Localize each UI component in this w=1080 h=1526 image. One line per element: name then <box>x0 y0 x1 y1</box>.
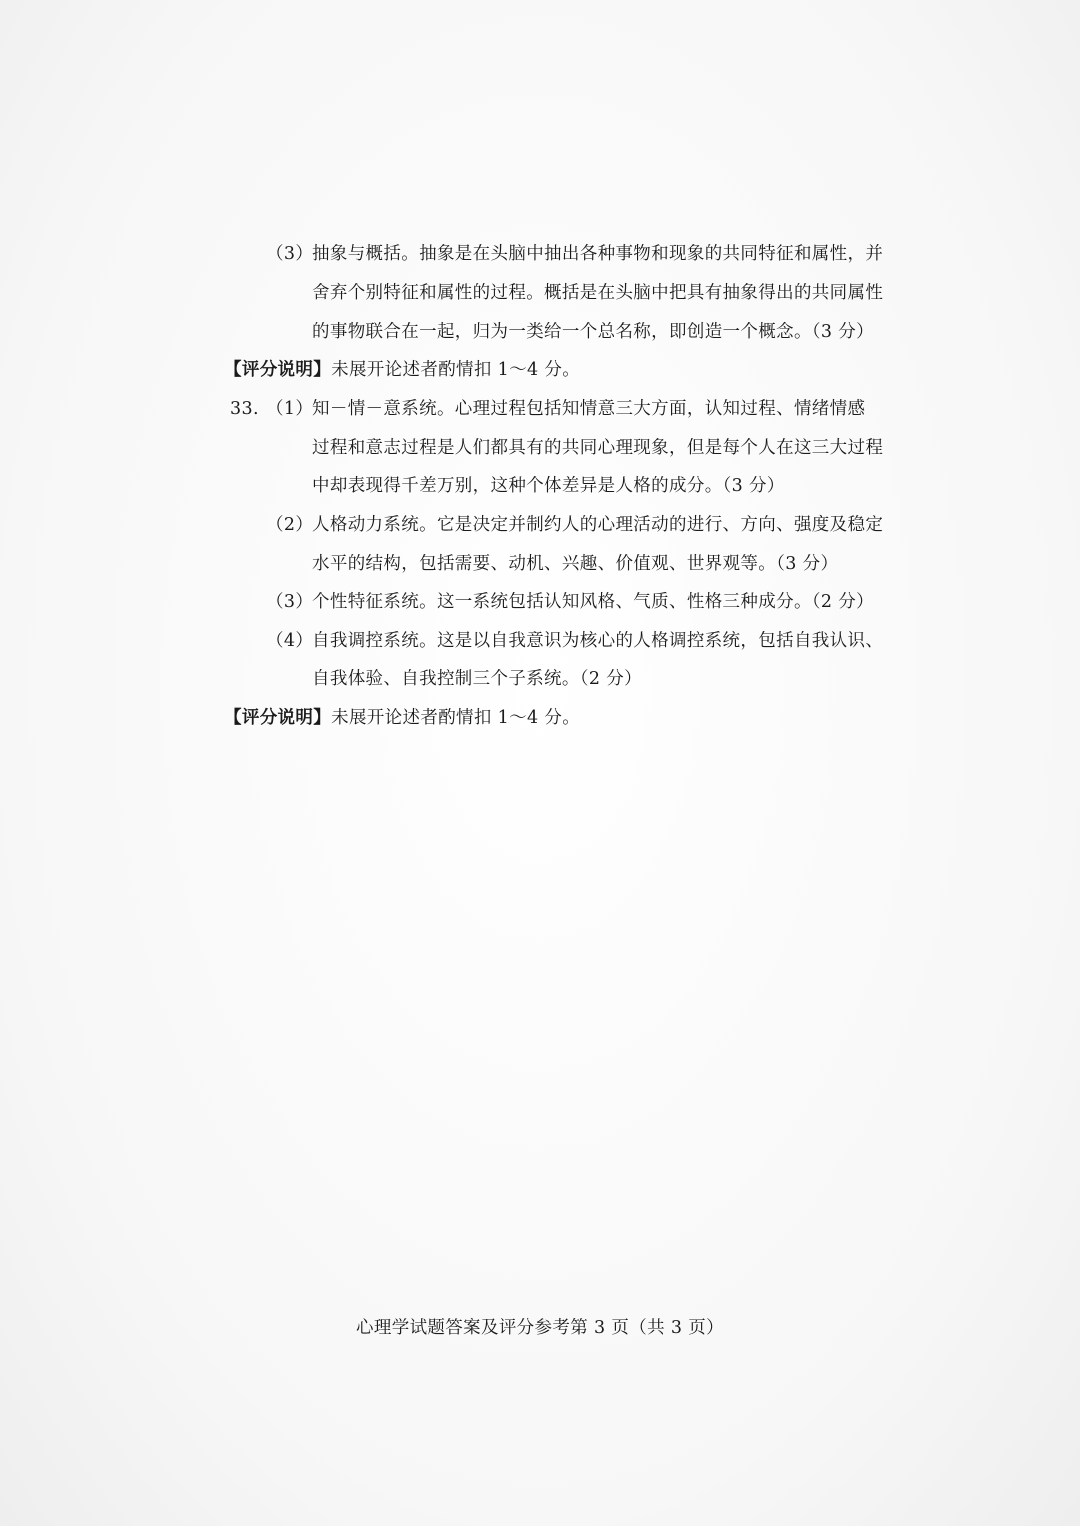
q32-item-3-line-2: 舍弃个别特征和属性的过程。概括是在头脑中把具有抽象得出的共同属性 <box>312 283 884 303</box>
q33-item-2-line-2: 水平的结构，包括需要、动机、兴趣、价值观、世界观等。（3 分） <box>312 554 839 574</box>
scoring-note-1-text: 未展开论述者酌情扣 1～4 分。 <box>331 360 581 380</box>
q33-item-2-line-1: 人格动力系统。它是决定并制约人的心理活动的进行、方向、强度及稳定 <box>312 515 884 535</box>
q32-item-3-line-3: 的事物联合在一起，归为一类给一个总名称，即创造一个概念。（3 分） <box>312 322 874 342</box>
page-footer: 心理学试题答案及评分参考第 3 页（共 3 页） <box>356 1318 724 1338</box>
q33-item-1-line-1: 知－情－意系统。心理过程包括知情意三大方面，认知过程、情绪情感 <box>312 399 866 419</box>
q33-item-3-marker: （3） <box>266 592 314 612</box>
q32-item-3-line-1: 抽象与概括。抽象是在头脑中抽出各种事物和现象的共同特征和属性，并 <box>312 244 884 264</box>
scoring-note-2-label: 【评分说明】 <box>224 708 332 728</box>
q33-number: 33. <box>230 399 259 419</box>
q33-item-1-line-2: 过程和意志过程是人们都具有的共同心理现象，但是每个人在这三大过程 <box>312 438 884 458</box>
q33-item-4-marker: （4） <box>266 631 314 651</box>
q33-item-1-line-3: 中却表现得千差万别，这种个体差异是人格的成分。（3 分） <box>312 476 785 496</box>
q33-item-2-marker: （2） <box>266 515 314 535</box>
scoring-note-2-text: 未展开论述者酌情扣 1～4 分。 <box>331 708 581 728</box>
scoring-note-1-label: 【评分说明】 <box>224 360 332 380</box>
scoring-note-1 <box>224 358 580 382</box>
q33-item-4-line-1: 自我调控系统。这是以自我意识为核心的人格调控系统，包括自我认识、 <box>312 631 884 651</box>
scoring-note-2 <box>224 706 580 730</box>
q32-item-3-marker: （3） <box>266 244 314 264</box>
q33-item-1-marker: （1） <box>266 399 314 419</box>
q33-item-3-line-1: 个性特征系统。这一系统包括认知风格、气质、性格三种成分。（2 分） <box>312 592 874 612</box>
q33-item-4-line-2: 自我体验、自我控制三个子系统。（2 分） <box>312 669 642 689</box>
